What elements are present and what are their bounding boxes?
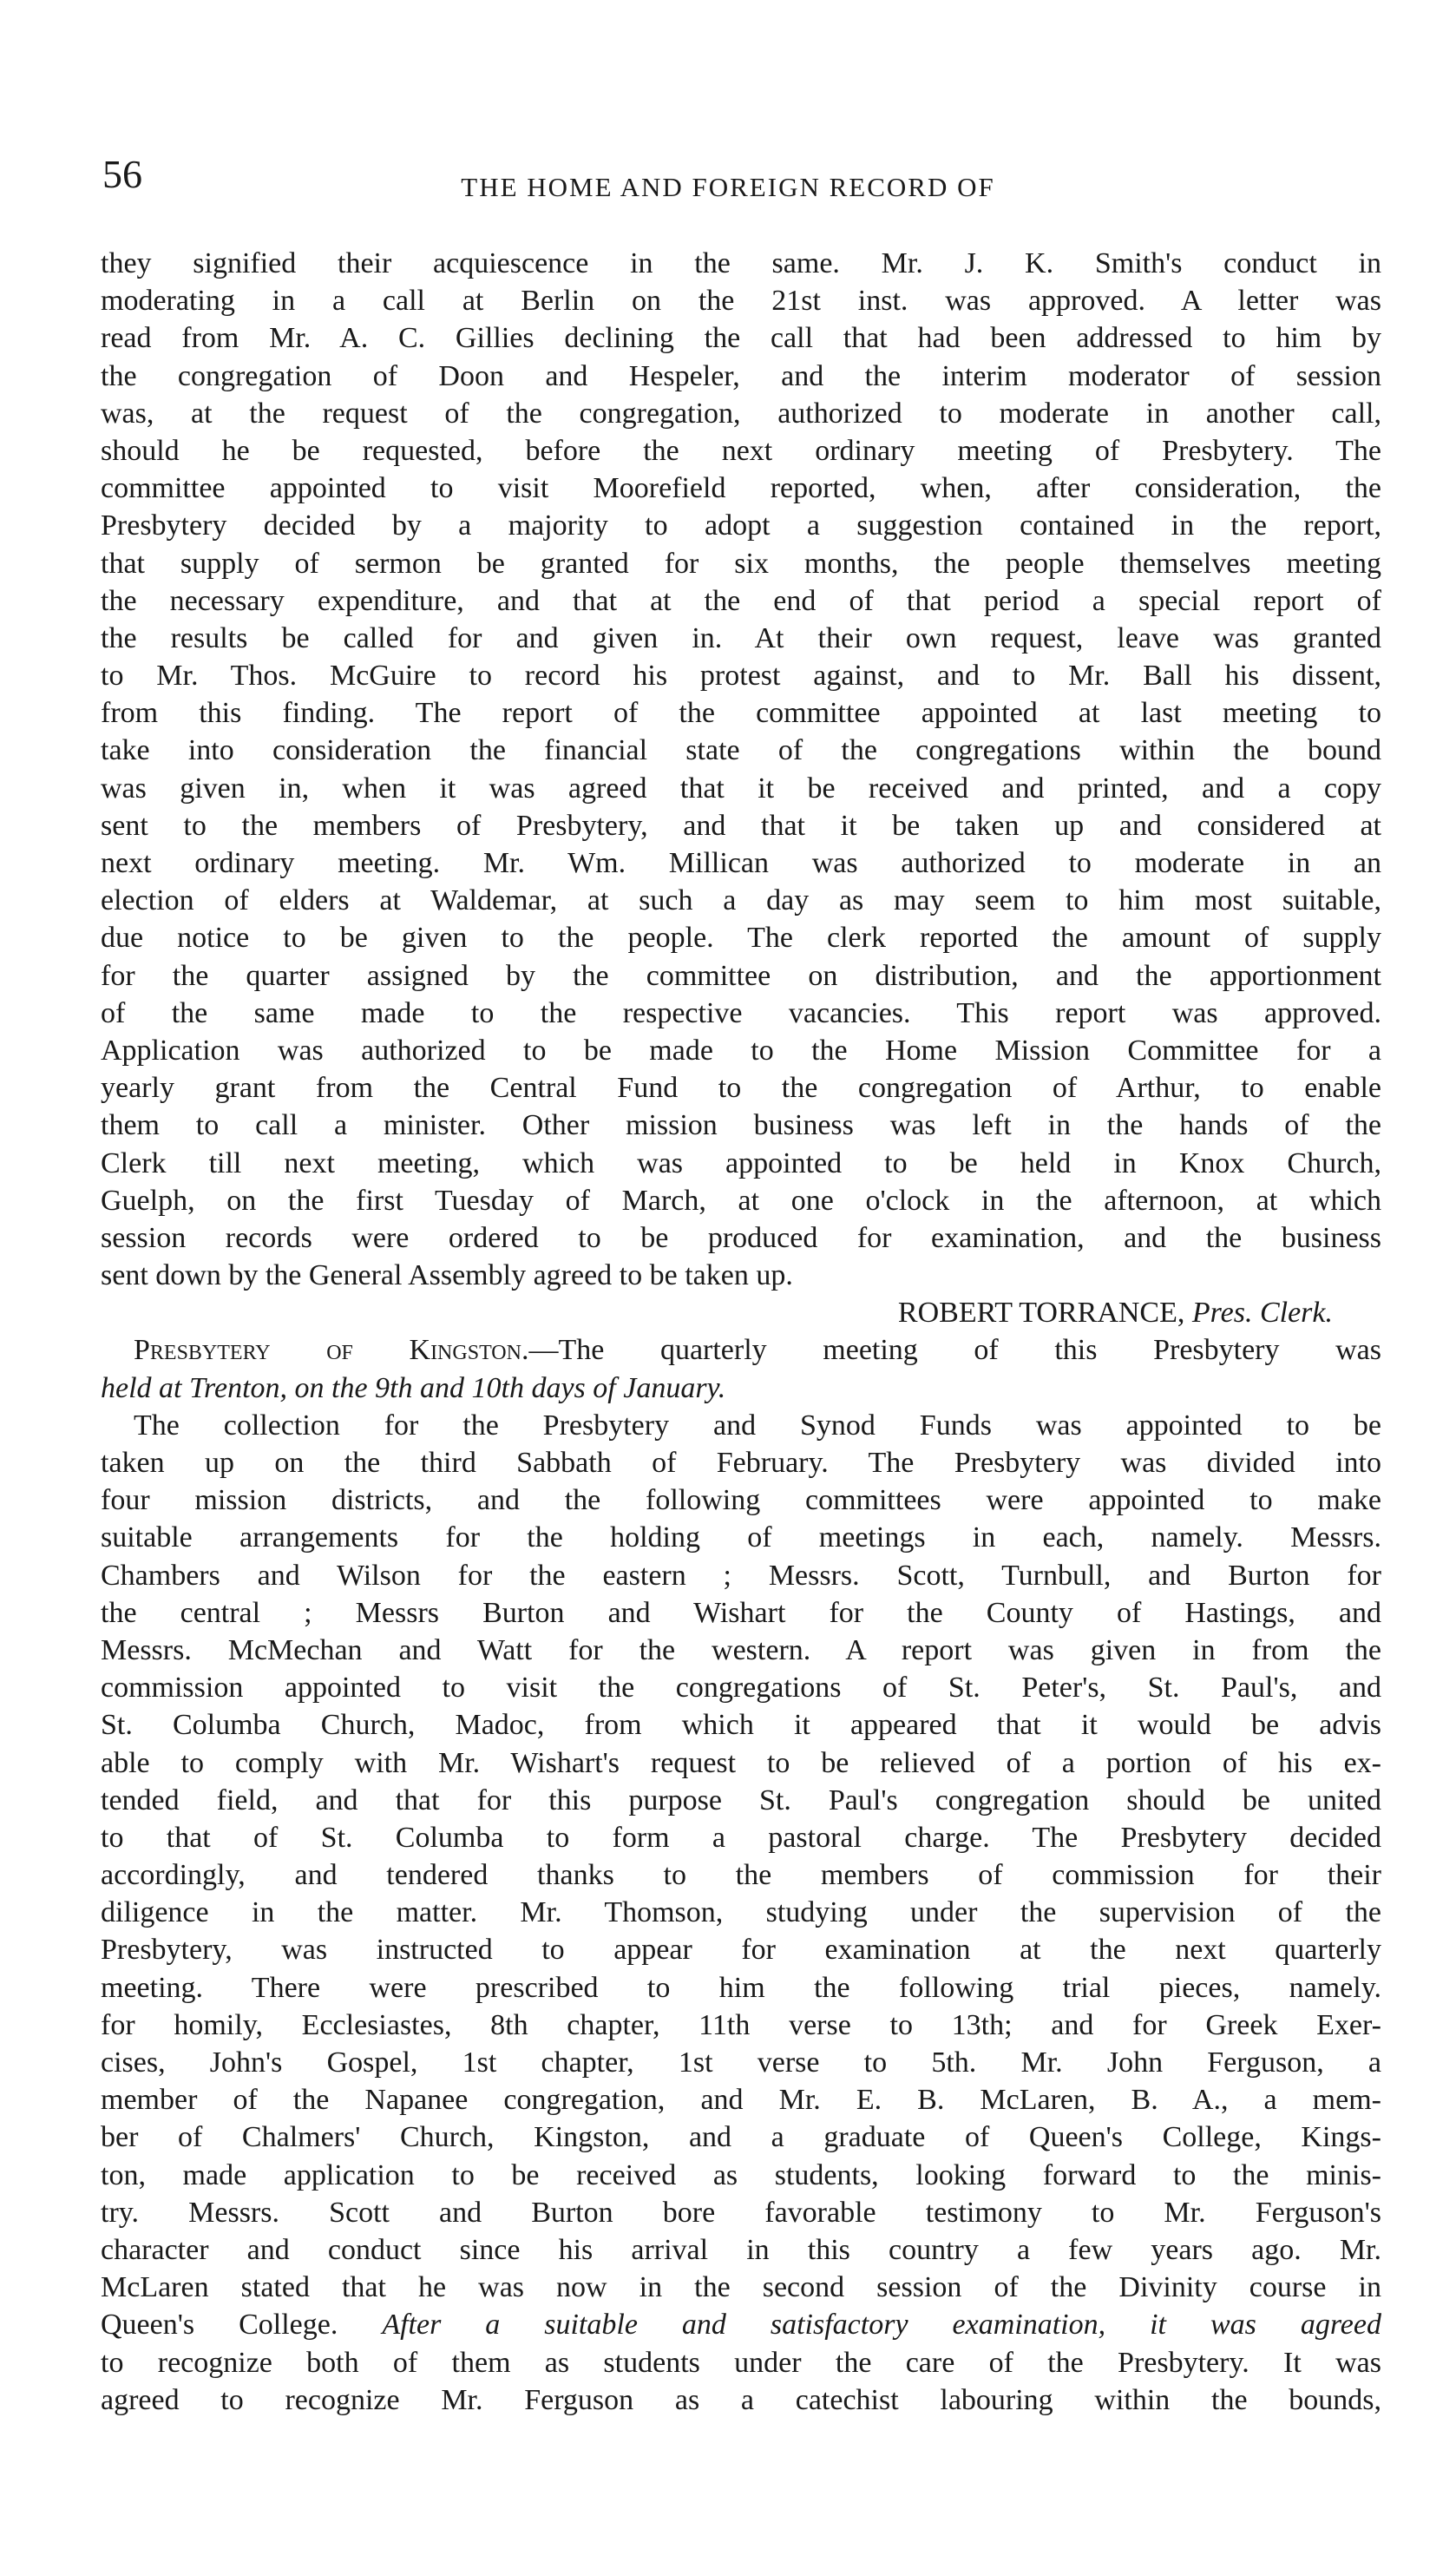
text-line: of the same made to the respective vacancies. This report was approved.: [101, 996, 1381, 1029]
text-line: Chambers and Wilson for the eastern ; Messrs. Scott, Turnbull, and Burton for: [101, 1559, 1381, 1592]
text-line: was given in, when it was agreed that it be received and printed, and a copy: [101, 772, 1381, 805]
text-line: held at Trenton, on the 9th and 10th days of January.: [101, 1371, 726, 1404]
text-line: tended field, and that for this purpose St. Paul's congregation should be united: [101, 1783, 1381, 1816]
text-line: to recognize both of them as students under the care of the Presbytery. It was: [101, 2346, 1381, 2379]
text-line: diligence in the matter. Mr. Thomson, studying under the supervision of the: [101, 1896, 1381, 1929]
text-line: Application was authorized to be made to the Home Mission Committee for a: [101, 1034, 1381, 1067]
text-line: read from Mr. A. C. Gillies declining the call that had been addressed to him by: [101, 322, 1381, 355]
text-line: commission appointed to visit the congregations of St. Peter's, St. Paul's, and: [101, 1672, 1381, 1705]
text-line: Guelph, on the first Tuesday of March, at one o'clock in the afternoon, at which: [101, 1184, 1381, 1217]
text-line: suitable arrangements for the holding of meetings in each, namely. Messrs.: [101, 1521, 1381, 1554]
text-line: cises, John's Gospel, 1st chapter, 1st verse to 5th. Mr. John Ferguson, a: [101, 2046, 1381, 2079]
text-line: due notice to be given to the people. The clerk reported the amount of supply: [101, 922, 1381, 955]
text-line: Clerk till next meeting, which was appointed to be held in Knox Church,: [101, 1146, 1381, 1179]
text-line: able to comply with Mr. Wishart's request to be relieved of a portion of his ex-: [101, 1746, 1381, 1779]
text-line: agreed to recognize Mr. Ferguson as a catechist labouring within the bounds,: [101, 2383, 1381, 2416]
text-line: the congregation of Doon and Hespeler, and the interim moderator of session: [101, 359, 1381, 392]
text-line: the results be called for and given in. At their own request, leave was granted: [101, 621, 1381, 654]
signature-role: Pres. Clerk.: [1191, 1297, 1333, 1330]
text-line: should he be requested, before the next ordinary meeting of Presbytery. The: [101, 434, 1381, 467]
text-line: meeting. There were prescribed to him the following trial pieces, namely.: [101, 1971, 1381, 2004]
text-line: election of elders at Waldemar, at such a day as may seem to him most suitable,: [101, 884, 1381, 917]
text-line: Messrs. McMechan and Watt for the western. A report was given in from the: [101, 1633, 1381, 1666]
paragraph-kingston-body: [101, 1407, 1381, 2419]
text-line: for the quarter assigned by the committee on distribution, and the apportionment: [101, 959, 1381, 992]
text-run-roman: Queen's College.: [101, 2309, 383, 2342]
text-line: moderating in a call at Berlin on the 21st inst. was approved. A letter was: [101, 285, 1381, 318]
text-line: to that of St. Columba to form a pastoral charge. The Presbytery decided: [101, 1821, 1381, 1854]
text-line: sent to the members of Presbytery, and that it be taken up and considered at: [101, 809, 1381, 842]
text-line: four mission districts, and the following committees were appointed to make: [101, 1484, 1381, 1517]
text-line: for homily, Ecclesiastes, 8th chapter, 11th verse to 13th; and for Greek Exer-: [101, 2008, 1381, 2041]
text-line: ton, made application to be received as students, looking forward to the minis-: [101, 2158, 1381, 2191]
signature: [101, 1294, 1381, 1331]
running-head: THE HOME AND FOREIGN RECORD OF: [461, 172, 995, 202]
paragraph-continuation: [101, 245, 1381, 1294]
text-line: they signified their acquiescence in the same. Mr. J. K. Smith's conduct in: [101, 247, 1381, 279]
text-line: member of the Napanee congregation, and Mr. E. B. McLaren, B. A., a mem-: [101, 2084, 1381, 2117]
section-lead-text: —The quarterly meeting of this Presbytery was: [528, 1334, 1381, 1367]
text-line: them to call a minister. Other mission business was left in the hands of the: [101, 1109, 1381, 1142]
text-line: try. Messrs. Scott and Burton bore favorable testimony to Mr. Ferguson's: [101, 2196, 1381, 2229]
text-line: to Mr. Thos. McGuire to record his protest against, and to Mr. Ball his dissent,: [101, 660, 1381, 693]
page-number: 56: [102, 152, 142, 196]
signature-name: ROBERT TORRANCE,: [897, 1297, 1185, 1330]
text-line: [101, 1331, 1381, 1369]
section-kingston-lead: [101, 1331, 1381, 1406]
text-line: St. Columba Church, Madoc, from which it appeared that it would be advis: [101, 1709, 1381, 1742]
text-line: was, at the request of the congregation, authorized to moderate in another call,: [101, 397, 1381, 430]
text-line: [101, 2306, 1381, 2343]
text-line: committee appointed to visit Moorefield reported, when, after consideration, the: [101, 472, 1381, 505]
text-line: sent down by the General Assembly agreed to be taken up.: [101, 1259, 793, 1292]
text-line: ber of Chalmers' Church, Kingston, and a graduate of Queen's College, Kings-: [101, 2121, 1381, 2154]
text-line: Presbytery, was instructed to appear for examination at the next quarterly: [101, 1934, 1381, 1967]
text-line: yearly grant from the Central Fund to the congregation of Arthur, to enable: [101, 1072, 1381, 1105]
text-line: that supply of sermon be granted for six months, the people themselves meeting: [101, 547, 1381, 580]
text-line: the central ; Messrs Burton and Wishart for the County of Hastings, and: [101, 1596, 1381, 1629]
text-line: take into consideration the financial state of the congregations within the bound: [101, 734, 1381, 767]
text-line: taken up on the third Sabbath of February. The Presbytery was divided into: [101, 1447, 1381, 1479]
text-line: the necessary expenditure, and that at the end of that period a special report of: [101, 584, 1381, 617]
text-line: next ordinary meeting. Mr. Wm. Millican was authorized to moderate in an: [101, 847, 1381, 879]
text-line: The collection for the Presbytery and Synod Funds was appointed to be: [134, 1409, 1381, 1442]
text-line: session records were ordered to be produced for examination, and the business: [101, 1221, 1381, 1254]
text-line: Presbytery decided by a majority to adopt a suggestion contained in the report,: [101, 509, 1381, 542]
text-column: [101, 245, 1381, 2419]
text-line: McLaren stated that he was now in the second session of the Divinity course in: [101, 2271, 1381, 2304]
text-run-italic: After a suitable and satisfactory examination, it was agreed: [382, 2309, 1381, 2342]
section-heading: Presbytery of Kingston.: [134, 1334, 529, 1367]
text-line: from this finding. The report of the committee appointed at last meeting to: [101, 697, 1381, 730]
text-line: accordingly, and tendered thanks to the members of commission for their: [101, 1859, 1381, 1892]
text-line: character and conduct since his arrival in this country a few years ago. Mr.: [101, 2233, 1381, 2266]
